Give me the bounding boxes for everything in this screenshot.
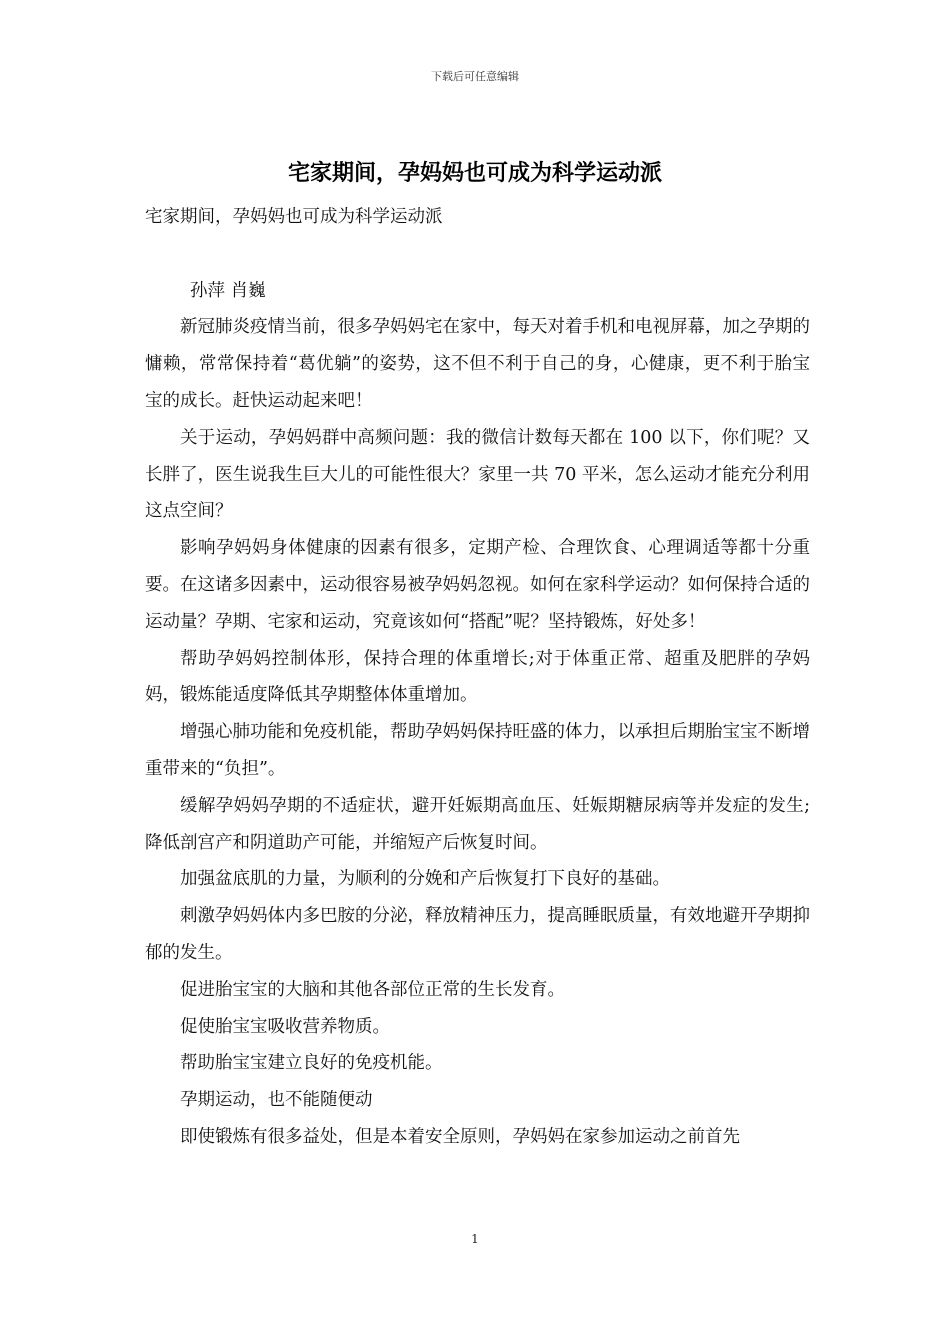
paragraph: 帮助胎宝宝建立良好的免疫机能。 bbox=[180, 1053, 443, 1074]
section-heading: 孕期运动，也不能随便动 bbox=[180, 1090, 373, 1111]
paragraph: 关于运动，孕妈妈群中高频问题：我的微信计数每天都在 100 以下，你们呢？又长胖了，医生说我生巨大儿的可能性很大？家里一共 70 平米，怎么运动才能充分利用这点空间？ bbox=[145, 427, 810, 522]
page-number: 1 bbox=[471, 1232, 479, 1246]
document-subtitle: 宅家期间，孕妈妈也可成为科学运动派 bbox=[145, 207, 443, 227]
author-line: 孙萍 肖巍 bbox=[190, 280, 266, 301]
paragraph: 促使胎宝宝吸收营养物质。 bbox=[180, 1016, 390, 1037]
header-note: 下载后可任意编辑 bbox=[431, 70, 519, 83]
paragraph: 加强盆底肌的力量，为顺利的分娩和产后恢复打下良好的基础。 bbox=[180, 869, 670, 890]
paragraph: 增强心肺功能和免疫机能，帮助孕妈妈保持旺盛的体力，以承担后期胎宝宝不断增重带来的“负担”。 bbox=[145, 722, 810, 779]
blank-line bbox=[145, 236, 810, 273]
paragraph: 新冠肺炎疫情当前，很多孕妈妈宅在家中，每天对着手机和电视屏幕，加之孕期的慵赖，常常保持着“葛优躺”的姿势，这不但不利于自己的身，心健康，更不利于胎宝宝的成长。赶快运动起来吧！ bbox=[145, 317, 810, 411]
paragraph: 缓解孕妈妈孕期的不适症状，避开妊娠期高血压、妊娠期糖尿病等并发症的发生;降低剖宫产和阴道助产可能，并缩短产后恢复时间。 bbox=[145, 795, 810, 853]
paragraph: 刺激孕妈妈体内多巴胺的分泌，释放精神压力，提高睡眠质量，有效地避开孕期抑郁的发生。 bbox=[145, 906, 810, 963]
paragraph: 帮助孕妈妈控制体形，保持合理的体重增长;对于体重正常、超重及肥胖的孕妈妈，锻炼能适度降低其孕期整体体重增加。 bbox=[145, 648, 810, 706]
document-body bbox=[145, 199, 810, 1156]
paragraph: 即使锻炼有很多益处，但是本着安全原则，孕妈妈在家参加运动之前首先 bbox=[180, 1126, 740, 1147]
paragraph: 促进胎宝宝的大脑和其他各部位正常的生长发育。 bbox=[180, 979, 565, 1000]
document-title: 宅家期间，孕妈妈也可成为科学运动派 bbox=[287, 161, 662, 186]
paragraph: 影响孕妈妈身体健康的因素有很多，定期产检、合理饮食、心理调适等都十分重要。在这诸多因素中，运动很容易被孕妈妈忽视。如何在家科学运动？如何保持合适的运动量？孕期、宅家和运动，究竟该如何“搭配”呢？坚持锻炼，好处多！ bbox=[145, 538, 810, 632]
